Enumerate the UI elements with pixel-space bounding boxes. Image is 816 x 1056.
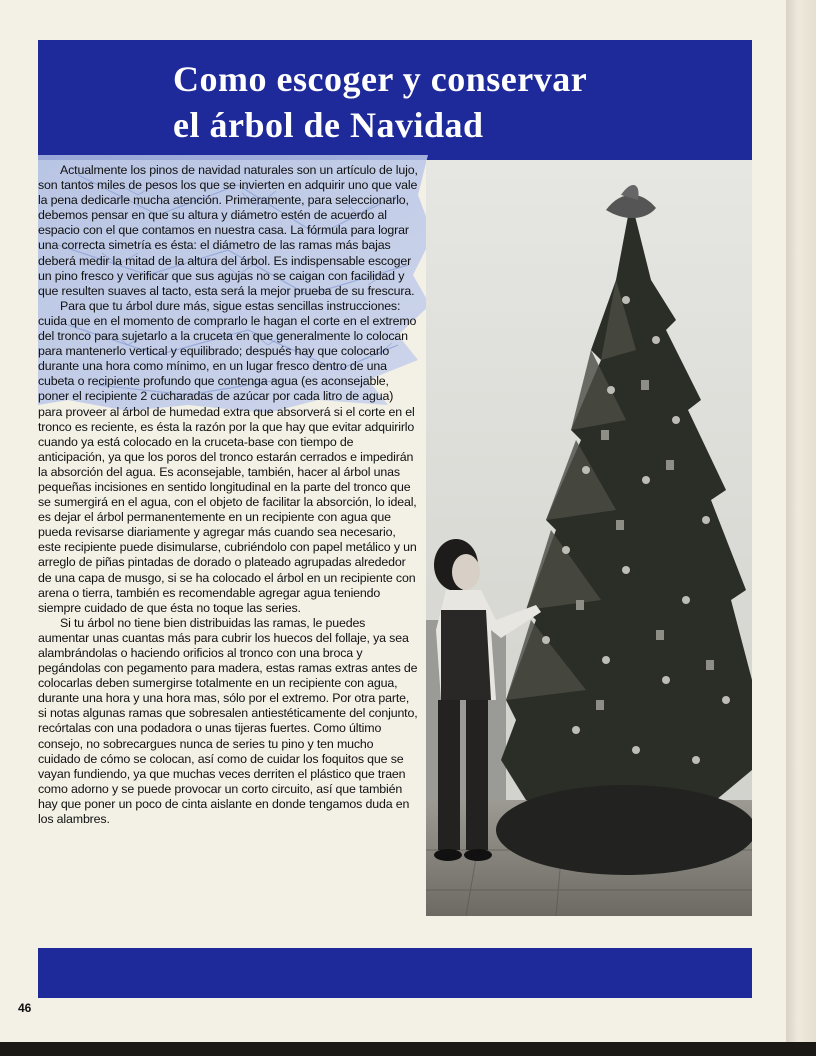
scan-border	[0, 1042, 816, 1056]
title-line-2: el árbol de Navidad	[173, 105, 484, 145]
title-banner	[38, 40, 752, 160]
page-number: 46	[18, 1001, 32, 1015]
article-title	[173, 56, 587, 148]
christmas-tree-illustration	[426, 160, 752, 916]
title-line-1: Como escoger y conservar	[173, 59, 588, 99]
page-edge	[786, 0, 816, 1056]
footer-banner	[38, 948, 752, 998]
article-paragraph-3: Si tu árbol no tiene bien distribuidas las ramas, le puedes aumentar unas cuantas más para cubrir los huecos del follaje, ya sea alambrándolas o haciendo orificios al tronco con una broca y pegándolas con pegamento para madera, estas ramas extras antes de colocarlas deben sumergirse totalmente en un recipiente con agua, durante una hora y una hora mas, sólo por el extremo. Por otra parte, si notas algunas ramas que sobresalen antiestéticamente del conjunto, recórtalas con una podadora o unas tijeras fuertes. Como último consejo, no sobrecargues nunca de series tu pino y ten mucho cuidado de cómo se colocan, así como de cuidar los foquitos que se vayan fundiendo, ya que muchas veces derriten el plástico que traen como adorno y se puede provocar un corto circuito, así que también hay que poner un poco de cinta aislante en donde tengamos duda en los alambres.	[38, 615, 418, 827]
christmas-tree-photo	[426, 160, 752, 916]
article-paragraph-2: Para que tu árbol dure más, sigue estas sencillas instrucciones: cuida que en el momento de comprarlo le hagan el corte en el extremo del tronco para sujetarlo a la cruceta en que generalmente lo colocan para mantenerlo vertical y equilibrado; después hay que colocarlo durante una hora como mínimo, en un lugar fresco dentro de una cubeta o recipiente profundo que contenga agua (es aconsejable, poner el recipiente 2 cucharadas de azúcar por cada litro de agua) para proveer al árbol de humedad extra que absorverá si el corte en el tronco es reciente, es ésta la razón por la que hay que evitar adquirirlo cuando ya está colocado en la cruceta-base con tiempo de anticipación, ya que los poros del tronco estarán cerrados e impedirán la absorción del agua. Es aconsejable, también, hacer al árbol unas pequeñas incisiones en sentido longitudinal en la parte del tronco que se sumergirá en el agua, con el objeto de facilitar la absorción, lo ideal, es dejar el árbol permanentemente en un recipiente con agua que pueda revisarse diariamente y agregar más cuando sea necesario, este recipiente puede disimularse, cubriéndolo con papel metálico y un arreglo de piñas pintadas de dorado o plateado agrupadas alrededor de una capa de musgo, si se ha colocado el árbol en un recipiente con arena o tierra, también es recomendable agregar agua teniendo siempre cuidado de que ésta no toque las series.	[38, 298, 417, 615]
article-paragraph-1: Actualmente los pinos de navidad naturales son un artículo de lujo, son tantos miles de pesos los que se invierten en adquirir uno que vale la pena dedicarle mucha atención. Primeramente, para seleccionarlo, debemos pensar en que su altura y diámetro estén de acuerdo al espacio con el que contamos en nuestra casa. La fórmula para lograr una correcta simetría es ésta: el diámetro de las ramas más bajas deberá medir la mitad de la altura del árbol. Es indispensable escoger un pino fresco y verificar que sus agujas no se caigan con facilidad y que resulten suaves al tacto, esta será la mejor prueba de su frescura.	[38, 163, 418, 298]
article-body	[38, 163, 418, 827]
